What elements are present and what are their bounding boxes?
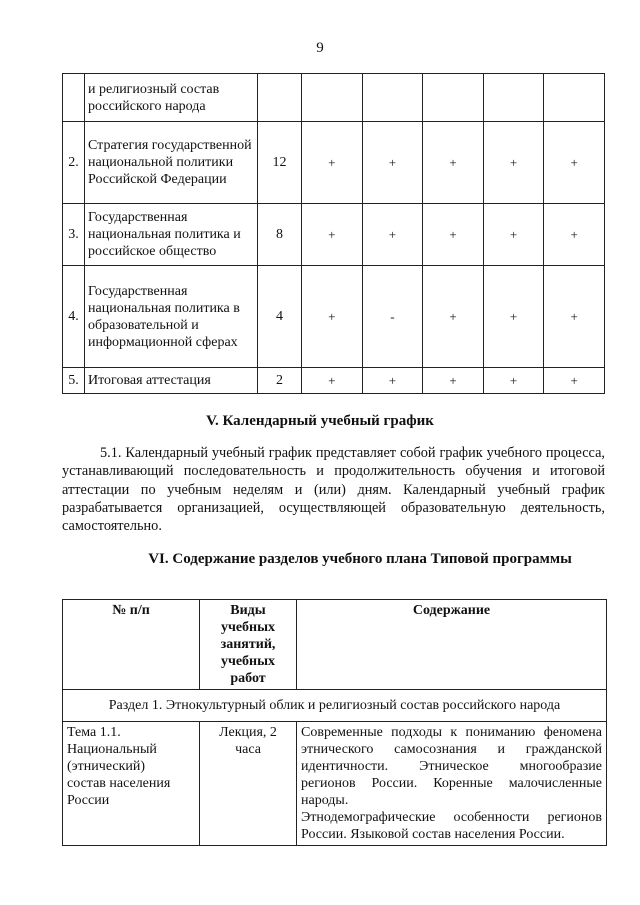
mark-cell (483, 74, 544, 122)
mark-cell (302, 74, 363, 122)
mark-cell: + (423, 204, 484, 266)
topic-name: Тема 1.1. Национальный (этнический) состав населения России (63, 722, 200, 846)
mark-cell: + (362, 204, 423, 266)
mark-cell: + (362, 368, 423, 394)
row-number (63, 74, 85, 122)
module-hours: 2 (258, 368, 302, 394)
mark-cell: + (544, 204, 605, 266)
module-hours: 8 (258, 204, 302, 266)
module-name: Государственная национальная политика в образовательной и информационной сферах (85, 266, 258, 368)
column-header-content: Содержание (297, 600, 607, 690)
table-row (63, 266, 605, 368)
section-content-table (62, 599, 607, 846)
mark-cell: + (302, 204, 363, 266)
row-number: 5. (63, 368, 85, 394)
table-row (63, 204, 605, 266)
row-number: 4. (63, 266, 85, 368)
mark-cell: + (483, 122, 544, 204)
module-hours (258, 74, 302, 122)
mark-cell: + (544, 266, 605, 368)
page-number: 9 (316, 40, 324, 56)
mark-cell: + (483, 368, 544, 394)
mark-cell: + (483, 204, 544, 266)
table-row (63, 722, 607, 846)
topic-content-part-1: Современные подходы к пониманию феномена этнического самосознания и гражданской идентичности. Этническое многообразие регионов России. Коренные малочисленные народы. (301, 725, 602, 808)
section-row (63, 690, 607, 722)
column-header-kind: Виды учебных занятий, учебных работ (200, 600, 297, 690)
mark-cell: - (362, 266, 423, 368)
section-5-paragraph (62, 444, 605, 535)
lesson-kind: Лекция, 2 часа (200, 722, 297, 846)
mark-cell: + (423, 368, 484, 394)
section-title: Раздел 1. Этнокультурный облик и религиозный состав российского народа (63, 690, 607, 722)
mark-cell (544, 74, 605, 122)
mark-cell: + (483, 266, 544, 368)
mark-cell: + (302, 368, 363, 394)
table-row (63, 368, 605, 394)
section-6-heading: VI. Содержание разделов учебного плана Типовой программы (148, 551, 572, 567)
topic-content (297, 722, 607, 846)
module-name: Итоговая аттестация (85, 368, 258, 394)
module-name: Стратегия государственной национальной политики Российской Федерации (85, 122, 258, 204)
mark-cell (423, 74, 484, 122)
column-header-number: № п/п (63, 600, 200, 690)
mark-cell: + (423, 122, 484, 204)
row-number: 3. (63, 204, 85, 266)
table-header-row (63, 600, 607, 690)
row-number: 2. (63, 122, 85, 204)
module-name: и религиозный состав российского народа (85, 74, 258, 122)
mark-cell: + (544, 122, 605, 204)
mark-cell: + (423, 266, 484, 368)
module-name: Государственная национальная политика и российское общество (85, 204, 258, 266)
table-row (63, 122, 605, 204)
curriculum-plan-table (62, 73, 605, 394)
topic-content-part-2: Этнодемографические особенности регионов России. Языковой состав населения России. (301, 810, 602, 842)
section-5-heading: V. Календарный учебный график (206, 413, 434, 429)
mark-cell: + (302, 122, 363, 204)
module-hours: 4 (258, 266, 302, 368)
mark-cell (362, 74, 423, 122)
mark-cell: + (362, 122, 423, 204)
module-hours: 12 (258, 122, 302, 204)
mark-cell: + (544, 368, 605, 394)
paragraph-text: 5.1. Календарный учебный график представляет собой график учебного процесса, устанавливающий последовательность и продолжительность обучения и итоговой аттестации по учебным неделям и (или) дням. Календарный учебный график разрабатывается организацией, осуществляющей образовательную деятельность, самостоятельно. (62, 445, 605, 535)
table-row (63, 74, 605, 122)
mark-cell: + (302, 266, 363, 368)
